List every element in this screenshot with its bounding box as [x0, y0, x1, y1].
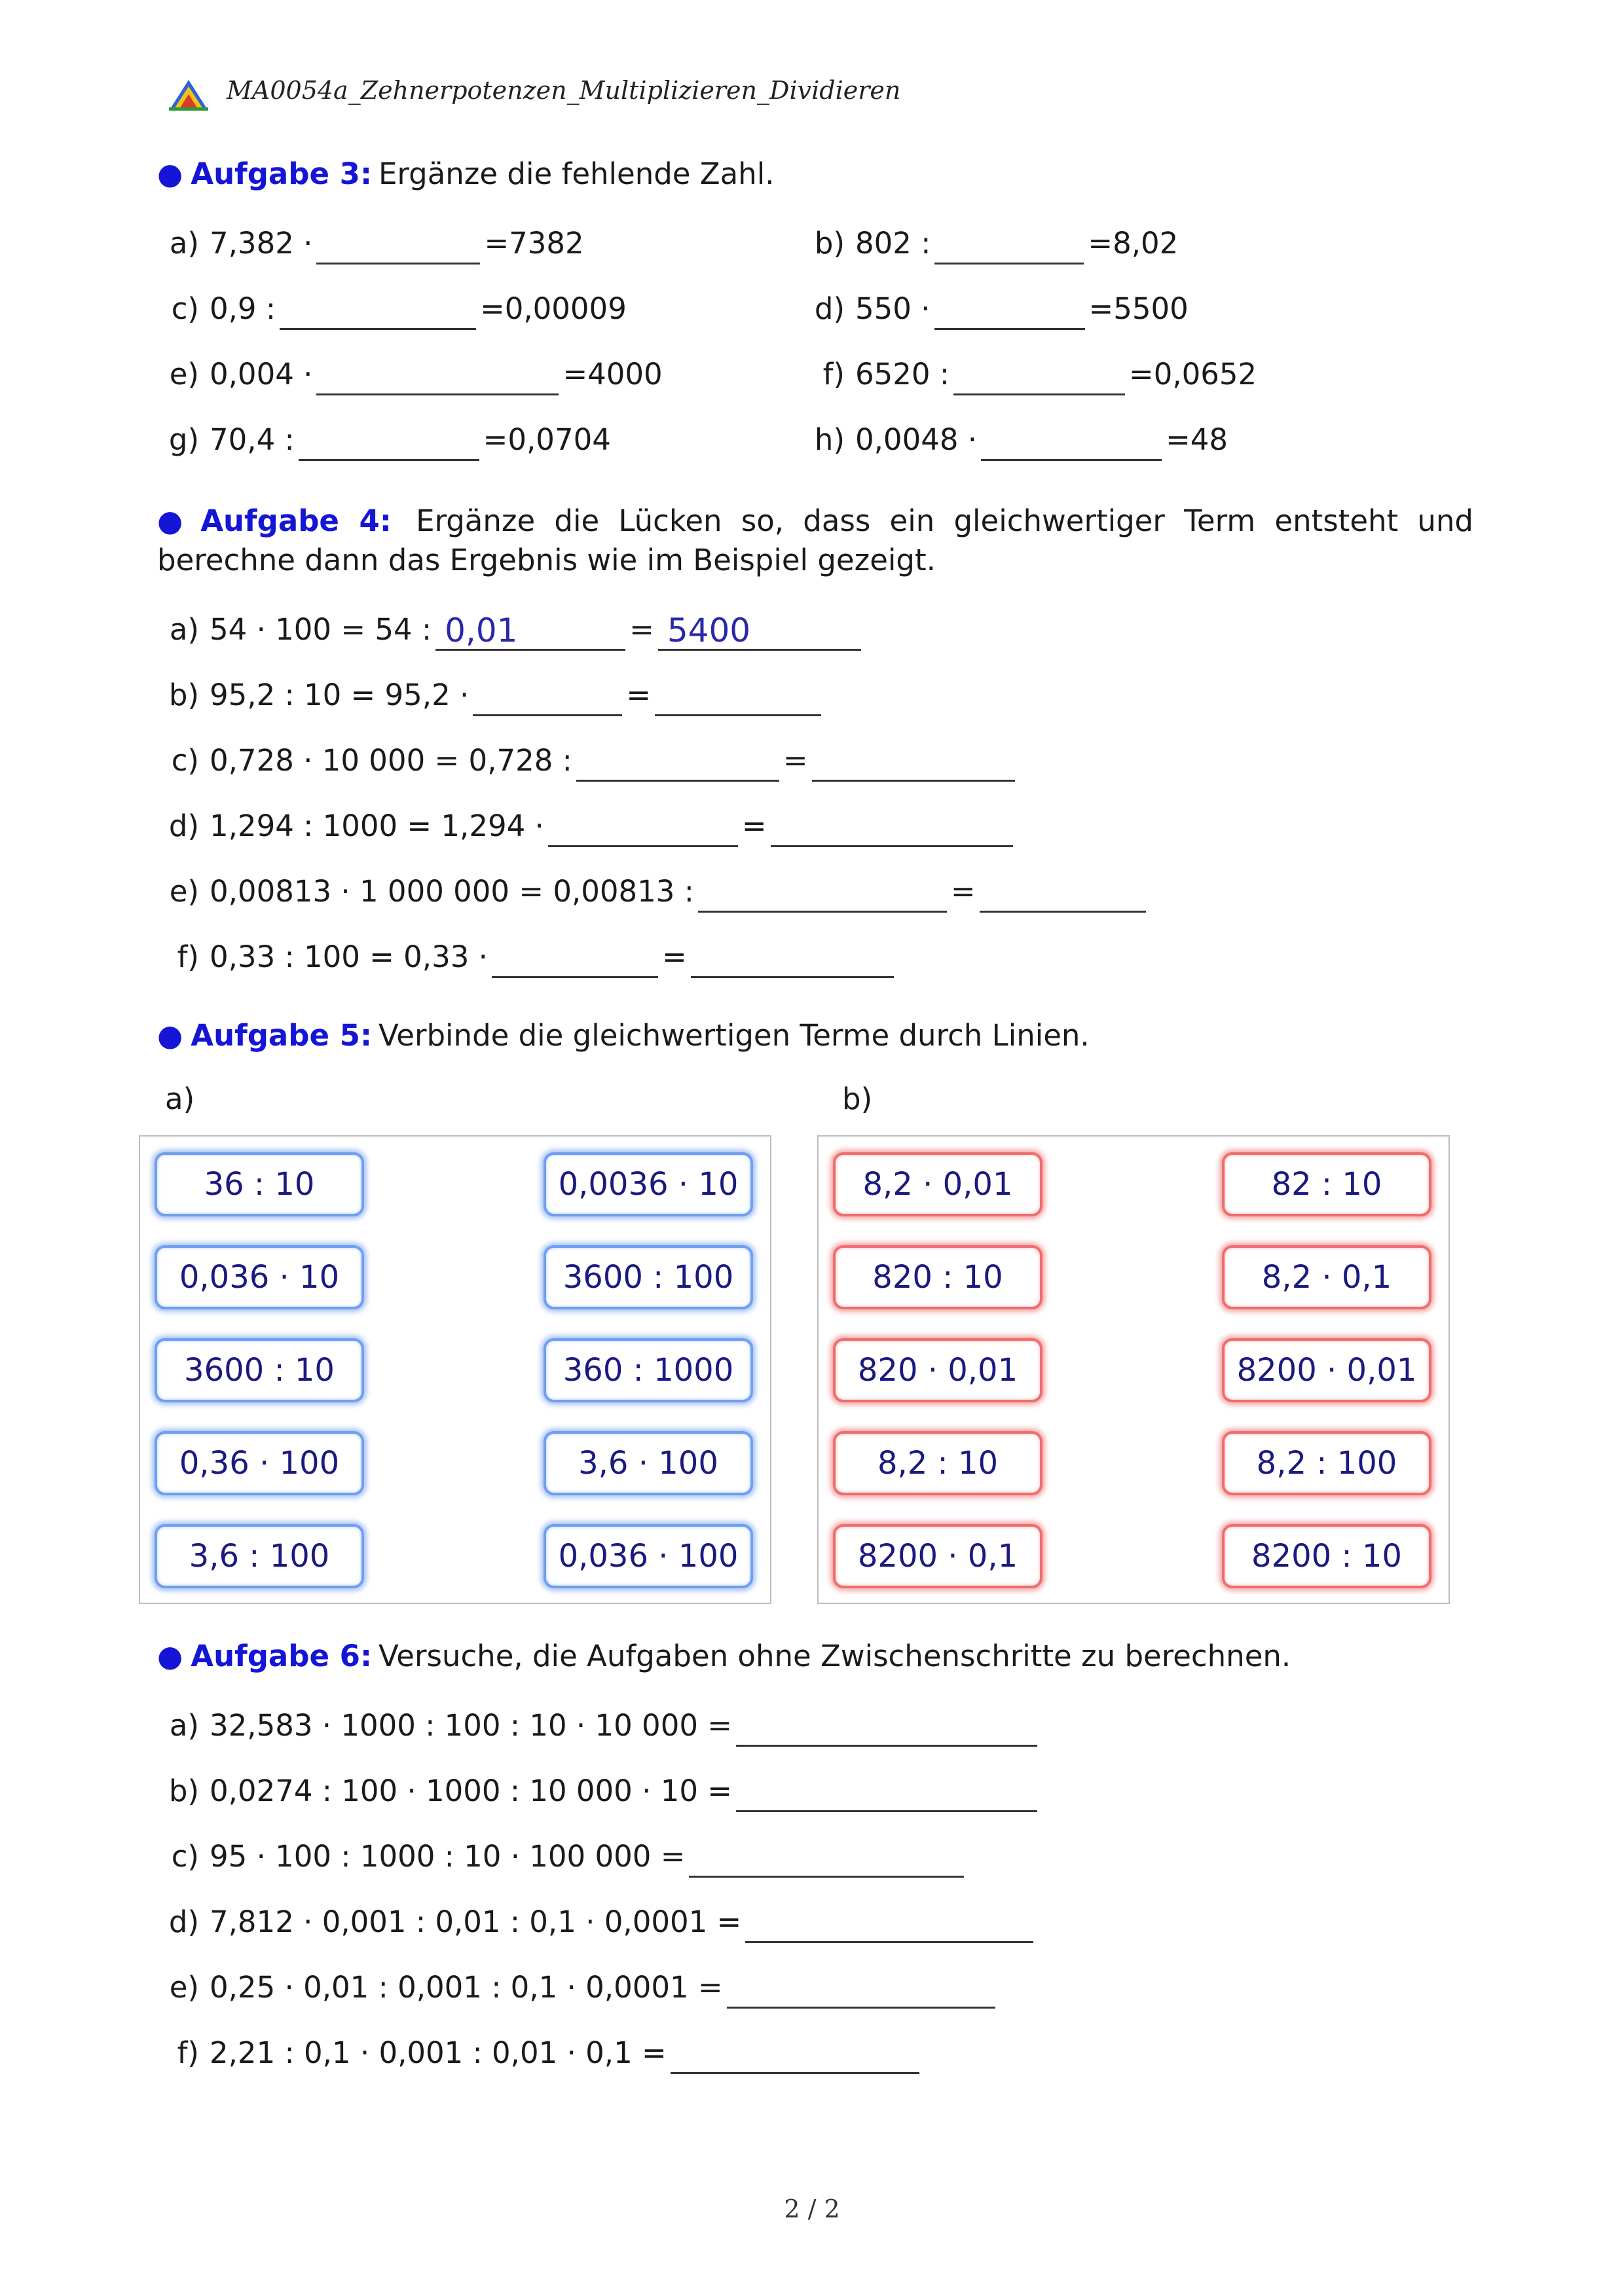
task-6-row-b: b) 0,0274 : 100 · 1000 : 10 000 · 10 =	[157, 1770, 1041, 1812]
task-4-row-b: b) 95,2 : 10 = 95,2 · =	[157, 674, 825, 716]
term-card[interactable]: 820 · 0,01	[833, 1338, 1043, 1402]
term-card[interactable]: 0,36 · 100	[155, 1431, 364, 1495]
answer-blank[interactable]	[953, 361, 1125, 395]
term-card[interactable]: 3,6 : 100	[155, 1524, 364, 1588]
task-4-row-f: f) 0,33 : 100 = 0,33 · =	[157, 936, 898, 978]
answer-blank[interactable]	[934, 230, 1084, 264]
answer-blank[interactable]	[548, 813, 738, 847]
term-card[interactable]: 8,2 : 100	[1222, 1431, 1431, 1495]
bullet-icon: ●	[157, 156, 183, 191]
task-6-row-c: c) 95 · 100 : 1000 : 10 · 100 000 =	[157, 1836, 968, 1878]
task-4-row-d: d) 1,294 : 1000 = 1,294 · =	[157, 805, 1017, 847]
term-card[interactable]: 82 : 10	[1222, 1152, 1431, 1216]
term-card[interactable]: 8200 · 0,01	[1222, 1338, 1431, 1402]
logo-icon	[168, 77, 210, 111]
answer-blank[interactable]	[698, 879, 947, 913]
answer-blank[interactable]	[492, 944, 658, 978]
term-card[interactable]: 8,2 : 10	[833, 1431, 1043, 1495]
answer-blank[interactable]	[435, 611, 625, 651]
task-5-a-panel	[139, 1135, 771, 1604]
term-card[interactable]: 360 : 1000	[544, 1338, 753, 1402]
task-6-row-d: d) 7,812 · 0,001 : 0,01 : 0,1 · 0,0001 =	[157, 1901, 1037, 1943]
answer-blank[interactable]	[934, 296, 1085, 330]
term-card[interactable]: 0,0036 · 10	[544, 1152, 753, 1216]
task-3-label: Aufgabe 3:	[191, 156, 372, 191]
task-3-row-e: e) 0,004 · =4000	[157, 354, 663, 395]
task-5-label: Aufgabe 5:	[191, 1018, 372, 1053]
task-3-row-d: d) 550 · =5500	[803, 288, 1189, 330]
term-card[interactable]: 8,2 · 0,01	[833, 1152, 1043, 1216]
result-blank[interactable]	[691, 944, 894, 978]
task-3-row-c: c) 0,9 : =0,00009	[157, 288, 627, 330]
result-blank[interactable]	[658, 611, 861, 651]
answer-blank[interactable]	[316, 361, 559, 395]
term-card[interactable]: 8,2 · 0,1	[1222, 1245, 1431, 1309]
task-6-row-e: e) 0,25 · 0,01 : 0,001 : 0,1 · 0,0001 =	[157, 1967, 999, 2009]
result-blank[interactable]	[689, 1844, 964, 1878]
task-5-heading	[157, 1016, 1090, 1055]
result-blank[interactable]	[727, 1975, 995, 2009]
task-3-row-g: g) 70,4 : =0,0704	[157, 419, 611, 461]
task-6-heading	[157, 1637, 1291, 1676]
answer-blank[interactable]	[280, 296, 476, 330]
task-4-heading	[157, 501, 1473, 580]
result-blank[interactable]	[980, 879, 1146, 913]
bullet-icon: ●	[157, 1018, 183, 1053]
result-blank[interactable]	[745, 1909, 1033, 1943]
term-card[interactable]: 0,036 · 10	[155, 1245, 364, 1309]
term-card[interactable]: 8200 · 0,1	[833, 1524, 1043, 1588]
task-6-text: Versuche, die Aufgaben ohne Zwischenschritte zu berechnen.	[378, 1639, 1291, 1673]
answer-blank[interactable]	[576, 748, 779, 782]
example-answer: 0,01	[445, 611, 518, 649]
task-6-row-f: f) 2,21 : 0,1 · 0,001 : 0,01 · 0,1 =	[157, 2032, 923, 2074]
task-3-row-b: b) 802 : =8,02	[803, 223, 1178, 264]
result-blank[interactable]	[671, 2040, 919, 2074]
term-card[interactable]: 3600 : 100	[544, 1245, 753, 1309]
bullet-icon: ●	[157, 1639, 183, 1673]
task-5-b-label: b)	[842, 1082, 873, 1116]
answer-blank[interactable]	[316, 230, 480, 264]
example-result: 5400	[667, 611, 751, 649]
task-6-row-a: a) 32,583 · 1000 : 100 : 10 · 10 000 =	[157, 1705, 1041, 1747]
task-5-a-label: a)	[165, 1082, 195, 1116]
term-card[interactable]: 3600 : 10	[155, 1338, 364, 1402]
term-card[interactable]: 0,036 · 100	[544, 1524, 753, 1588]
term-card[interactable]: 36 : 10	[155, 1152, 364, 1216]
task-3-heading	[157, 155, 775, 194]
task-3-row-f: f) 6520 : =0,0652	[803, 354, 1257, 395]
result-blank[interactable]	[771, 813, 1013, 847]
answer-blank[interactable]	[981, 427, 1162, 461]
task-4-row-a: a) 54 · 100 = 54 : 0,01 = 5400	[157, 609, 865, 651]
page-number: 2 / 2	[784, 2195, 840, 2223]
task-4-label: Aufgabe 4:	[200, 503, 392, 538]
task-3-row-a: a) 7,382 · =7382	[157, 223, 584, 264]
task-5-text: Verbinde die gleichwertigen Terme durch Linien.	[378, 1018, 1090, 1053]
task-3-row-h: h) 0,0048 · =48	[803, 419, 1228, 461]
term-card[interactable]: 3,6 · 100	[544, 1431, 753, 1495]
term-card[interactable]: 8200 : 10	[1222, 1524, 1431, 1588]
result-blank[interactable]	[655, 682, 821, 716]
task-3-text: Ergänze die fehlende Zahl.	[378, 156, 775, 191]
task-4-row-c: c) 0,728 · 10 000 = 0,728 : =	[157, 740, 1019, 782]
answer-blank[interactable]	[299, 427, 479, 461]
result-blank[interactable]	[812, 748, 1015, 782]
task-5-b-panel	[817, 1135, 1450, 1604]
task-4-row-e: e) 0,00813 · 1 000 000 = 0,00813 : =	[157, 871, 1150, 913]
document-title: MA0054a_Zehnerpotenzen_Multiplizieren_Dividieren	[227, 76, 901, 105]
bullet-icon: ●	[157, 503, 193, 538]
result-blank[interactable]	[736, 1778, 1037, 1812]
task-4-text: Ergänze die Lücken so, dass ein gleichwertiger Term entsteht und berechne dann das Ergebnis wie im Beispiel gezeigt.	[157, 503, 1473, 577]
task-6-label: Aufgabe 6:	[191, 1639, 372, 1673]
result-blank[interactable]	[736, 1713, 1037, 1747]
answer-blank[interactable]	[473, 682, 622, 716]
term-card[interactable]: 820 : 10	[833, 1245, 1043, 1309]
